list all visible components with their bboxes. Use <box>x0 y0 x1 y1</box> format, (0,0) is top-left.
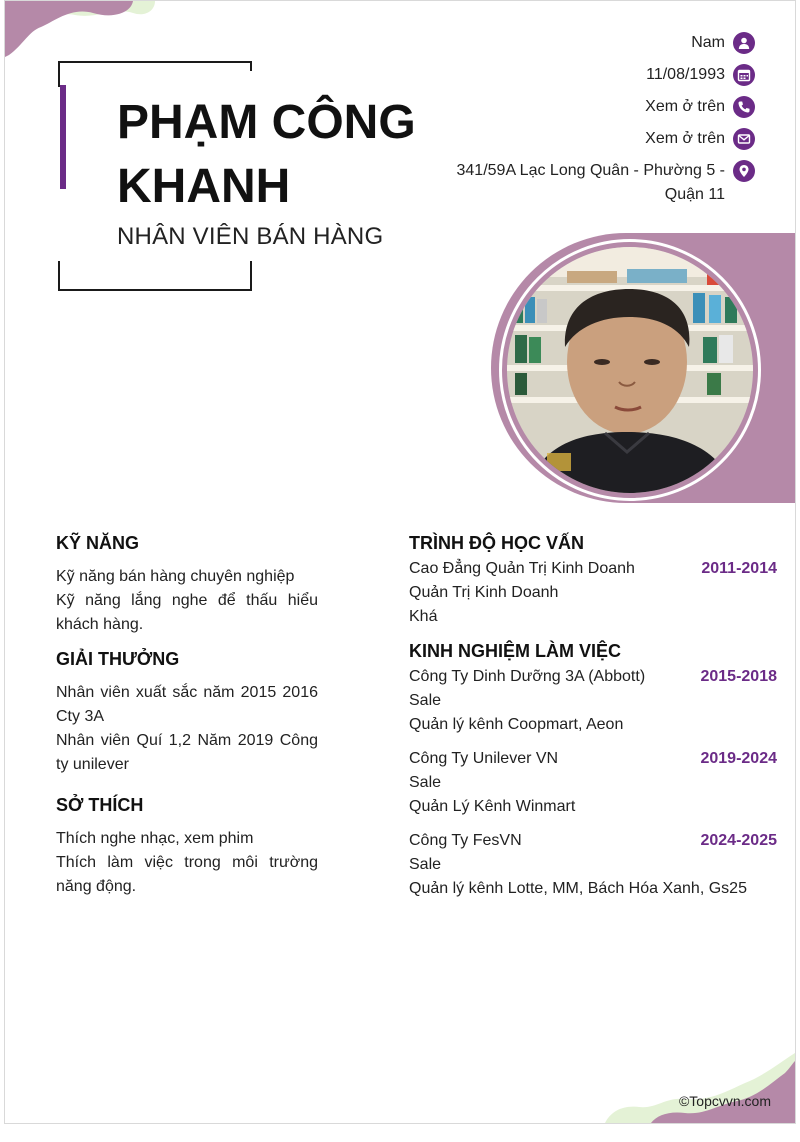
company-name: Công Ty Unilever VN <box>409 750 559 767</box>
hobbies-section <box>56 793 318 899</box>
education-grade: Khá <box>409 608 438 625</box>
right-column <box>409 531 777 911</box>
contact-birthday <box>395 63 755 87</box>
corner-decoration-bottom <box>605 1053 795 1123</box>
email-value: Xem ở trên <box>645 130 725 147</box>
gender-value: Nam <box>691 34 725 51</box>
cv-page <box>4 0 796 1124</box>
school-name: Cao Đẳng Quản Trị Kinh Doanh <box>409 560 635 577</box>
awards-heading: GIẢI THƯỞNG <box>56 649 180 669</box>
skill-item: Kỹ năng lắng nghe để thấu hiểu khách hàng. <box>56 592 318 633</box>
skill-item: Kỹ năng bán hàng chuyên nghiệp <box>56 568 295 585</box>
candidate-name: PHẠM CÔNG KHANH <box>117 96 416 213</box>
experience-heading: KINH NGHIỆM LÀM VIỆC <box>409 641 622 661</box>
experience-entry <box>409 829 777 901</box>
contact-gender <box>395 31 755 55</box>
company-name: Công Ty Dinh Dưỡng 3A (Abbott) <box>409 668 646 685</box>
phone-value: Xem ở trên <box>645 98 725 115</box>
company-name: Công Ty FesVN <box>409 832 522 849</box>
experience-description: Quản lý kênh Coopmart, Aeon <box>409 716 624 733</box>
left-column <box>56 531 318 911</box>
skills-heading: KỸ NĂNG <box>56 533 140 553</box>
award-item: Nhân viên Quí 1,2 Năm 2019 Công ty unilever <box>56 732 318 773</box>
education-entry <box>409 557 777 629</box>
education-major: Quản Trị Kinh Doanh <box>409 584 559 601</box>
contact-phone <box>395 95 755 119</box>
education-years: 2011-2014 <box>701 560 777 577</box>
location-icon <box>733 160 755 182</box>
hobby-item: Thích làm việc trong môi trường năng động. <box>56 854 318 895</box>
contact-info <box>395 31 755 215</box>
corner-decoration-top <box>5 1 165 61</box>
experience-years: 2015-2018 <box>700 668 777 685</box>
hobby-item: Thích nghe nhạc, xem phim <box>56 830 254 847</box>
name-accent-bar <box>60 85 66 189</box>
profile-photo <box>507 247 753 493</box>
experience-role: Sale <box>409 692 442 709</box>
job-title: NHÂN VIÊN BÁN HÀNG <box>117 223 384 250</box>
email-icon <box>733 128 755 150</box>
skills-section <box>56 531 318 637</box>
experience-description: Quản Lý Kênh Winmart <box>409 798 576 815</box>
experience-description: Quản lý kênh Lotte, MM, Bách Hóa Xanh, Gs25 <box>409 880 747 897</box>
education-heading: TRÌNH ĐỘ HỌC VẤN <box>409 533 584 553</box>
phone-icon <box>733 96 755 118</box>
footer-credit: ©Topcvvn.com <box>678 1093 771 1109</box>
hobbies-heading: SỞ THÍCH <box>56 795 144 815</box>
experience-entry <box>409 665 777 737</box>
contact-email <box>395 127 755 151</box>
experience-years: 2024-2025 <box>700 832 777 849</box>
experience-role: Sale <box>409 774 442 791</box>
person-icon <box>733 32 755 54</box>
calendar-icon <box>733 64 755 86</box>
experience-entry <box>409 747 777 819</box>
awards-section <box>56 647 318 777</box>
contact-address <box>395 159 755 207</box>
experience-role: Sale <box>409 856 442 873</box>
address-value: 341/59A Lạc Long Quân - Phường 5 - Quận 11 <box>456 162 725 203</box>
award-item: Nhân viên xuất sắc năm 2015 2016 Cty 3A <box>56 684 318 725</box>
birthday-value: 11/08/1993 <box>646 66 725 83</box>
experience-years: 2019-2024 <box>700 750 777 767</box>
